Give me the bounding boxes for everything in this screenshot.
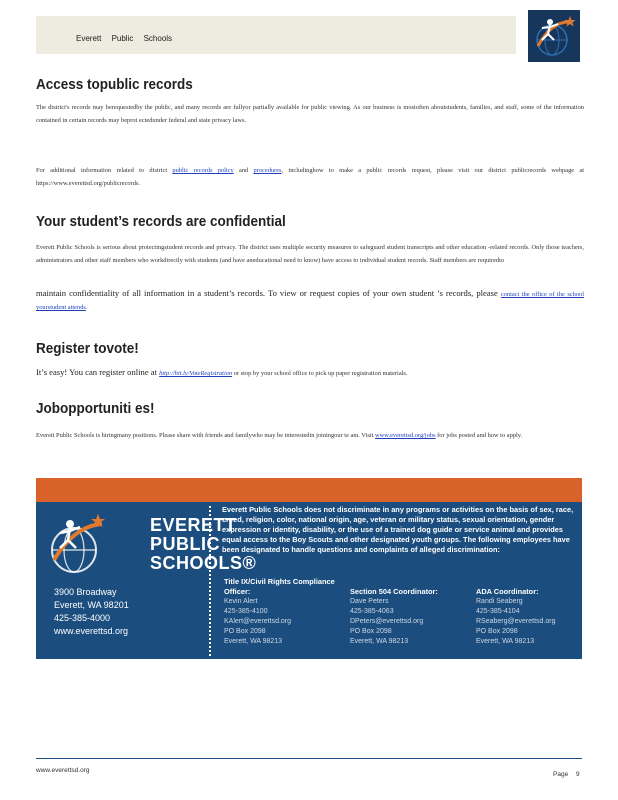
- public-records-paragraph-2: For additional information related to district public records policy and procedures, includinghow to make a public records request, please visit our district publicrecords webpage at https://www.everettsd.org/publicrecords.: [36, 167, 585, 187]
- district-logo: [528, 10, 580, 62]
- contact-ada: [476, 587, 576, 647]
- contact-po-box: PO Box 2098: [350, 628, 392, 635]
- section-heading-jobs: Jobopportuniti es!: [36, 400, 155, 417]
- contact-email[interactable]: KAlert@everettsd.org: [224, 618, 292, 625]
- address-city: Everett, WA 98201: [54, 600, 129, 610]
- logo-word-1: EVERETT: [150, 515, 237, 535]
- contact-email[interactable]: DPeters@everettsd.org: [350, 618, 424, 625]
- contact-city: Everett, WA 98213: [476, 638, 535, 645]
- section-heading-public-records: Access topublic records: [36, 76, 193, 93]
- contact-phone: 425-385-4104: [476, 608, 520, 615]
- jobs-paragraph: Everett Public Schools is hiringmany positions. Please share with friends and familywho may be interestedin joiningour te am. Visit www.everettsd.org/jobs for jobs posted and how to apply.: [36, 432, 523, 439]
- address-phone: 425-385-4000: [54, 613, 111, 623]
- vote-paragraph: It’s easy! You can register online at http://bit.ly/VoteRegistration or stop by your school office to pick up paper registration materials.: [36, 367, 408, 377]
- contact-title: Section 504 Coordinator:: [350, 587, 438, 596]
- confidential-paragraph-2: maintain confidentiality of all information in a student’s records. To view or request copies of your own student ’s records, please contact the office of the school yourstudent attends.: [36, 288, 585, 311]
- contact-phone: 425-385-4063: [350, 608, 394, 615]
- contact-name: Dave Peters: [350, 598, 389, 605]
- contact-po-box: PO Box 2098: [224, 628, 266, 635]
- nondiscrimination-notice: Everett Public Schools does not discriminate in any programs or activities on the basis of sex, race, creed, religion, color, national origin, age, veteran or military status, sexual orientation, gender expression or identity, disability, or the use of a trained dog guide or service animal and provides equal access to the Boy Scouts and other designated youth groups. The following employees have been designated to handle questions and complaints of alleged discrimination:: [222, 505, 574, 554]
- page-number-value: 9: [576, 771, 580, 778]
- public-records-policy-link[interactable]: public records policy: [172, 167, 234, 174]
- section-heading-confidential: Your student’s records are confidential: [36, 213, 286, 230]
- contact-city: Everett, WA 98213: [350, 638, 409, 645]
- footer-rule: [36, 758, 582, 759]
- contact-name: Kevin Alert: [224, 598, 258, 605]
- district-address: [54, 586, 129, 638]
- contact-city: Everett, WA 98213: [224, 638, 283, 645]
- address-website: www.everettsd.org: [54, 626, 129, 636]
- address-street: 3900 Broadway: [54, 587, 117, 597]
- public-records-paragraph-1: The district's records may berequestedby the public, and many records are fullyor partially available for public viewing. As our business is mostoften aboutstudents, families, and staff, some of the information contained in certain records may beprot ectedunder federal and state privacy laws.: [36, 104, 584, 124]
- contact-email[interactable]: RSeaberg@everettsd.org: [476, 618, 556, 625]
- contact-title: ADA Coordinator:: [476, 587, 539, 596]
- section-heading-vote: Register tovote!: [36, 340, 139, 357]
- contact-title: Title IX/Civil Rights Compliance Officer:: [224, 577, 335, 596]
- orange-band: [36, 478, 582, 502]
- logo-word-2: PUBLIC: [150, 534, 220, 554]
- eps-logo: [46, 512, 257, 578]
- contact-name: Randi Seaberg: [476, 598, 523, 605]
- header-title: Everett Public Schools: [76, 34, 173, 43]
- jobs-link[interactable]: www.everettsd.org/jobs: [375, 432, 436, 439]
- vote-registration-link[interactable]: http://bit.ly/VoteRegistration: [159, 370, 233, 377]
- contact-phone: 425-385-4100: [224, 608, 268, 615]
- logo-word-3: SCHOOLS®: [150, 553, 257, 573]
- contact-title-ix: [224, 577, 342, 647]
- contact-school-office-link[interactable]: contact the office of the school yourstudent attends: [36, 291, 585, 311]
- confidential-paragraph-1: Everett Public Schools is serious about protectingstudent records and privacy. The district uses multiple security measures to safeguard student transcripts and other education -related records. Only those teachers, administrators and other staff members who workdirectly with students (and have aneducational need to know) have access to individual student records. Staff members are requiredto: [36, 244, 584, 264]
- contact-section-504: [350, 587, 468, 647]
- procedures-link[interactable]: procedures: [253, 167, 282, 174]
- contact-po-box: PO Box 2098: [476, 628, 518, 635]
- footer-website[interactable]: www.everettsd.org: [36, 767, 90, 774]
- page-number: [553, 771, 580, 778]
- page-label: Page: [553, 771, 569, 778]
